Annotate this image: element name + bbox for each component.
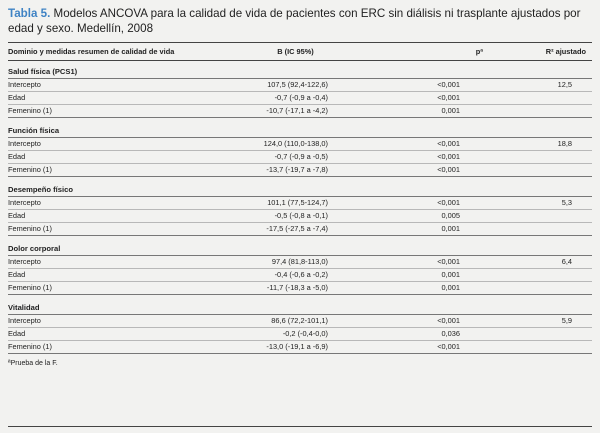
row-p: <0,001 <box>437 139 460 148</box>
table-title-text: Modelos ANCOVA para la calidad de vida de pacientes con ERC sin diálisis ni trasplante ajustados por edad y sexo. Medellín, 2008 <box>8 7 581 35</box>
row-label: Edad <box>8 329 26 338</box>
header-r2: R² ajustado <box>545 47 586 56</box>
row-label: Intercepto <box>8 198 41 207</box>
row-r2 <box>460 269 592 281</box>
row-p: <0,001 <box>437 198 460 207</box>
row-b-ci: -10,7 (-17,1 a -4,2) <box>266 106 328 115</box>
row-p: <0,001 <box>437 93 460 102</box>
row-r2 <box>460 328 592 340</box>
table-row <box>8 223 592 236</box>
table-title <box>8 6 592 36</box>
row-p: <0,001 <box>437 342 460 351</box>
row-label: Intercepto <box>8 257 41 266</box>
row-r2: 12,5 <box>557 80 572 89</box>
row-b-ci: 107,5 (92,4-122,6) <box>267 80 328 89</box>
section-title: Función física <box>8 125 592 138</box>
row-b-ci: -0,7 (-0,9 a -0,4) <box>274 93 328 102</box>
table-row <box>8 197 592 210</box>
row-label: Edad <box>8 211 26 220</box>
row-r2 <box>460 282 592 294</box>
section-title: Vitalidad <box>8 302 592 315</box>
row-label: Femenino (1) <box>8 224 52 233</box>
row-b-ci: -0,2 (-0,4-0,0) <box>282 329 328 338</box>
row-r2: 18,8 <box>557 139 572 148</box>
row-label: Intercepto <box>8 80 41 89</box>
row-r2: 6,4 <box>561 257 572 266</box>
row-p: <0,001 <box>437 80 460 89</box>
row-r2: 5,3 <box>561 198 572 207</box>
row-r2 <box>460 151 592 163</box>
row-b-ci: 97,4 (81,8-113,0) <box>271 257 328 266</box>
table-footnote: ªPrueba de la F. <box>8 360 58 367</box>
row-p: 0,005 <box>441 211 460 220</box>
row-b-ci: 86,6 (72,2-101,1) <box>271 316 328 325</box>
table-row <box>8 138 592 151</box>
row-b-ci: 124,0 (110,0-138,0) <box>263 139 328 148</box>
row-p: <0,001 <box>437 316 460 325</box>
row-label: Edad <box>8 270 26 279</box>
header-domain: Dominio y medidas resumen de calidad de vida <box>8 47 175 56</box>
row-b-ci: -13,0 (-19,1 a -6,9) <box>266 342 328 351</box>
table-bottom-rule <box>8 426 592 427</box>
table-row <box>8 92 592 105</box>
table-title-label: Tabla 5. <box>8 7 51 20</box>
row-r2 <box>460 105 592 117</box>
row-r2 <box>460 92 592 104</box>
row-label: Intercepto <box>8 316 41 325</box>
row-label: Edad <box>8 93 26 102</box>
row-b-ci: -11,7 (-18,3 a -5,0) <box>266 283 328 292</box>
row-p: <0,001 <box>437 165 460 174</box>
table-row <box>8 105 592 118</box>
row-p: <0,001 <box>437 152 460 161</box>
row-label: Femenino (1) <box>8 106 52 115</box>
row-p: 0,001 <box>441 283 460 292</box>
row-r2 <box>460 223 592 235</box>
row-p: 0,001 <box>441 106 460 115</box>
row-label: Femenino (1) <box>8 165 52 174</box>
row-r2 <box>460 341 592 353</box>
row-r2: 5,9 <box>561 316 572 325</box>
row-b-ci: -0,5 (-0,8 a -0,1) <box>274 211 328 220</box>
row-p: <0,001 <box>437 257 460 266</box>
table-row <box>8 269 592 282</box>
header-bottom-rule <box>8 60 592 61</box>
table-header <box>8 43 592 60</box>
table-row <box>8 315 592 328</box>
table-row <box>8 341 592 354</box>
row-p: 0,001 <box>441 270 460 279</box>
row-b-ci: -13,7 (-19,7 a -7,8) <box>266 165 328 174</box>
row-r2 <box>460 164 592 176</box>
row-p: 0,036 <box>441 329 460 338</box>
row-label: Edad <box>8 152 26 161</box>
row-label: Femenino (1) <box>8 342 52 351</box>
row-b-ci: 101,1 (77,5-124,7) <box>267 198 328 207</box>
table-row <box>8 282 592 295</box>
table-row <box>8 256 592 269</box>
row-b-ci: -17,5 (-27,5 a -7,4) <box>266 224 328 233</box>
table-row <box>8 79 592 92</box>
header-b-ci: B (IC 95%) <box>277 47 314 56</box>
row-p: 0,001 <box>441 224 460 233</box>
row-label: Intercepto <box>8 139 41 148</box>
section-title: Dolor corporal <box>8 243 592 256</box>
header-p: pª <box>475 47 483 56</box>
table-row <box>8 210 592 223</box>
row-r2 <box>460 210 592 222</box>
table-body <box>8 66 592 354</box>
table-row <box>8 328 592 341</box>
section-title: Salud física (PCS1) <box>8 66 592 79</box>
row-label: Femenino (1) <box>8 283 52 292</box>
section-title: Desempeño físico <box>8 184 592 197</box>
table-row <box>8 151 592 164</box>
row-b-ci: -0,4 (-0,6 a -0,2) <box>274 270 328 279</box>
table-row <box>8 164 592 177</box>
row-b-ci: -0,7 (-0,9 a -0,5) <box>274 152 328 161</box>
